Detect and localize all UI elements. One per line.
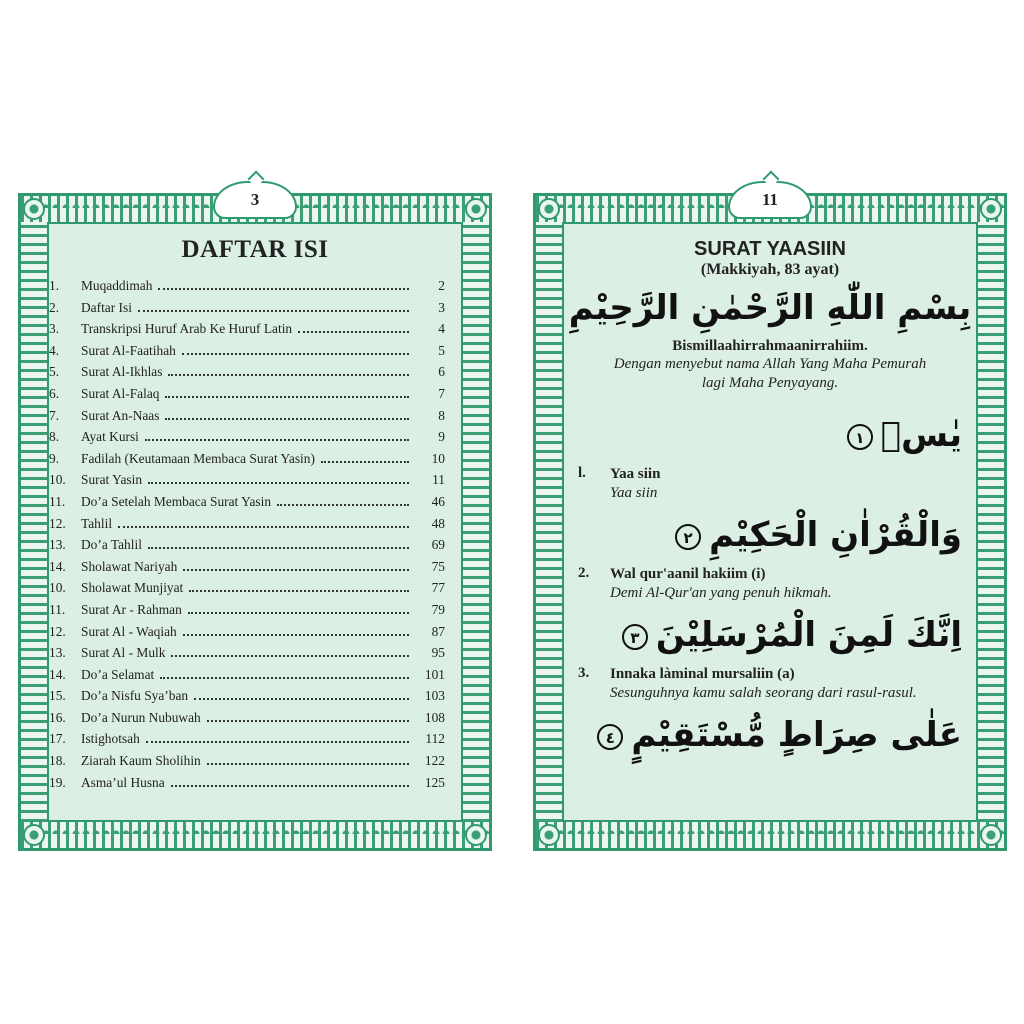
toc-dot-leader (168, 374, 409, 376)
toc-dot-leader (138, 310, 409, 312)
left-ornament-border (536, 222, 564, 822)
toc-item (49, 537, 445, 559)
ayah-number-mark: ٣ (622, 624, 648, 650)
toc-dot-leader (160, 677, 409, 679)
bottom-ornament-border (21, 820, 489, 848)
toc-item-page: 112 (425, 731, 445, 747)
toc-item-number: 3. (49, 321, 60, 337)
toc-dot-leader (146, 741, 409, 743)
toc-item-number: 2. (49, 299, 60, 315)
toc-item-page: 125 (424, 774, 445, 790)
toc-item-page: 7 (438, 385, 445, 401)
toc-item-label: Do’a Setelah Membaca Surat Yasin (81, 493, 272, 509)
toc-item-page: 6 (438, 364, 445, 380)
verse-number: 2. (578, 565, 590, 581)
corner-ornament-icon (980, 198, 1002, 220)
corner-ornament-icon (23, 198, 45, 220)
toc-item-page: 101 (424, 666, 445, 682)
toc-dot-leader (118, 526, 409, 528)
toc-item (49, 667, 445, 689)
toc-dot-leader (171, 655, 409, 657)
verse-transliteration: Yaa siin (610, 466, 661, 482)
toc-item (49, 494, 445, 516)
toc-item-number: 9. (49, 450, 60, 466)
ayah-number-mark: ٤ (597, 724, 623, 750)
left-page (18, 190, 492, 851)
toc-dot-leader (183, 634, 409, 636)
toc-item-label: Ziarah Kaum Sholihin (81, 753, 201, 769)
verse-number: l. (578, 465, 586, 481)
toc-item-number: 18. (49, 753, 66, 769)
toc-item-number: 14. (49, 558, 66, 574)
toc-item (49, 645, 445, 667)
toc-item-label: Surat Al - Waqiah (81, 623, 177, 639)
toc-dot-leader (298, 331, 409, 333)
toc-item-page: 10 (431, 450, 445, 466)
left-ornament-border (21, 222, 49, 822)
toc-item-page: 5 (438, 342, 445, 358)
toc-item-page: 9 (438, 429, 445, 445)
verse-arabic-text: اِنَّكَ لَمِنَ الْمُرْسَلِيْنَ (655, 615, 962, 655)
toc-item-page: 79 (431, 601, 445, 617)
toc-item-number: 8. (49, 429, 60, 445)
toc-dot-leader (148, 482, 409, 484)
toc-item (49, 753, 445, 775)
toc-item-number: 10. (49, 580, 66, 596)
toc-item-page: 95 (431, 645, 445, 661)
toc-item-label: Transkripsi Huruf Arab Ke Huruf Latin (81, 321, 293, 337)
toc-item-number: 6. (49, 385, 60, 401)
toc-item-page: 2 (438, 278, 445, 293)
verse-meaning: Yaa siin (610, 485, 658, 501)
toc-item-number: 16. (49, 709, 66, 725)
verse-body (610, 665, 962, 703)
verse-body (610, 465, 962, 503)
toc-item-page: 103 (424, 688, 445, 704)
toc-dot-leader (148, 547, 409, 549)
toc-item (49, 775, 445, 797)
toc-item-label: Sholawat Nariyah (81, 558, 178, 574)
toc-item-number: 12. (49, 515, 66, 531)
toc-list (49, 278, 461, 796)
toc-item (49, 278, 445, 300)
toc-item-label: Sholawat Munjiyat (81, 580, 184, 596)
surah-title: SURAT YAASIIN (694, 238, 846, 260)
toc-item-page: 8 (438, 407, 445, 423)
verse-translation (564, 565, 976, 603)
corner-ornament-icon (465, 198, 487, 220)
corner-ornament-icon (465, 824, 487, 846)
toc-dot-leader (165, 396, 409, 398)
toc-item-page: 11 (432, 472, 445, 488)
toc-item (49, 364, 445, 386)
toc-item-number: 5. (49, 364, 60, 380)
verse-arabic (564, 611, 976, 659)
toc-dot-leader (145, 439, 409, 441)
toc-item-label: Surat Al-Faatihah (81, 342, 176, 358)
ayah-number-mark: ٢ (675, 524, 701, 550)
toc-item-number: 1. (49, 278, 60, 293)
toc-item (49, 731, 445, 753)
verse-meaning: Demi Al-Qur'an yang penuh hikmah. (610, 585, 832, 601)
basmalah-transliteration: Bismillaahirrahmaanirrahiim. (672, 338, 868, 354)
bottom-ornament-border (536, 820, 1004, 848)
toc-item-label: Surat Al - Mulk (81, 645, 166, 661)
verse-transliteration: Wal qur'aanil hakiim (i) (610, 566, 766, 582)
toc-item-number: 13. (49, 645, 66, 661)
toc-item-number: 15. (49, 688, 66, 704)
verse-body (610, 565, 962, 603)
toc-item-number: 11. (49, 493, 66, 509)
verse-arabic (564, 511, 976, 559)
right-ornament-border (461, 222, 489, 822)
toc-title: DAFTAR ISI (181, 236, 329, 263)
verse-arabic-text: يٰسۤ (880, 415, 962, 455)
verse-arabic (564, 411, 976, 459)
toc-item (49, 343, 445, 365)
toc-item-page: 77 (431, 580, 445, 596)
toc-dot-leader (158, 288, 409, 290)
toc-item-number: 7. (49, 407, 60, 423)
verse-translation (564, 465, 976, 503)
toc-item-label: Tahlil (81, 515, 113, 531)
verse-translation (564, 665, 976, 703)
corner-ornament-icon (538, 198, 560, 220)
toc-item (49, 580, 445, 602)
toc-item-label: Muqaddimah (81, 278, 153, 293)
toc-item-label: Surat Ar - Rahman (81, 601, 182, 617)
toc-item-page: 3 (438, 299, 445, 315)
right-ornament-border (976, 222, 1004, 822)
toc-item-number: 13. (49, 537, 66, 553)
toc-item-label: Surat An-Naas (81, 407, 160, 423)
toc-item (49, 516, 445, 538)
verse-number: 3. (578, 665, 590, 681)
toc-dot-leader (182, 353, 409, 355)
toc-item (49, 602, 445, 624)
toc-item-label: Do’a Selamat (81, 666, 155, 682)
surah-content (564, 224, 976, 820)
surah-subtitle: (Makkiyah, 83 ayat) (700, 261, 840, 278)
toc-dot-leader (165, 418, 409, 420)
toc-item-page: 75 (431, 558, 445, 574)
corner-ornament-icon (980, 824, 1002, 846)
toc-dot-leader (194, 698, 409, 700)
toc-dot-leader (189, 590, 409, 592)
toc-item-page: 46 (431, 493, 445, 509)
verse-arabic (564, 711, 976, 759)
basmalah-meaning-line1: Dengan menyebut nama Allah Yang Maha Pemurah (613, 356, 927, 372)
toc-item-page: 108 (424, 709, 445, 725)
toc-item-label: Fadilah (Keutamaan Membaca Surat Yasin) (81, 450, 315, 466)
toc-dot-leader (207, 720, 409, 722)
verse-arabic-text: عَلٰى صِرَاطٍ مُّسْتَقِيْمٍ (631, 715, 962, 755)
toc-item-number: 17. (49, 731, 66, 747)
toc-content (49, 224, 461, 820)
corner-ornament-icon (23, 824, 45, 846)
verse-meaning: Sesunguhnya kamu salah seorang dari rasul-rasul. (610, 685, 917, 701)
toc-item-number: 4. (49, 342, 60, 358)
toc-item (49, 559, 445, 581)
toc-item-page: 4 (438, 321, 445, 337)
toc-item (49, 386, 445, 408)
toc-item-label: Surat Al-Ikhlas (81, 364, 163, 380)
toc-item-page: 122 (424, 753, 445, 769)
toc-item-page: 69 (431, 537, 445, 553)
toc-item-number: 19. (49, 774, 66, 790)
basmalah-meaning-line2: lagi Maha Penyayang. (701, 375, 839, 391)
basmalah-arabic: بِسْمِ اللّٰهِ الرَّحْمٰنِ الرَّحِيْمِ (568, 288, 972, 328)
toc-dot-leader (188, 612, 409, 614)
corner-ornament-icon (538, 824, 560, 846)
toc-item (49, 429, 445, 451)
toc-item-number: 10. (49, 472, 66, 488)
toc-dot-leader (321, 461, 409, 463)
toc-item (49, 472, 445, 494)
toc-item-label: Daftar Isi (81, 299, 132, 315)
toc-item (49, 408, 445, 430)
verse-transliteration: Innaka làminal mursaliin (a) (610, 666, 795, 682)
toc-item-number: 14. (49, 666, 66, 682)
toc-item (49, 688, 445, 710)
toc-item-page: 87 (431, 623, 445, 639)
toc-dot-leader (183, 569, 409, 571)
toc-item (49, 321, 445, 343)
toc-item (49, 624, 445, 646)
toc-item-label: Do’a Tahlil (81, 537, 142, 553)
toc-item-number: 11. (49, 601, 66, 617)
toc-item-label: Ayat Kursi (81, 429, 139, 445)
page-number: 11 (728, 181, 812, 219)
toc-item-label: Surat Al-Falaq (81, 385, 160, 401)
page-number: 3 (213, 181, 297, 219)
toc-item-label: Do’a Nisfu Sya’ban (81, 688, 189, 704)
toc-item-label: Do’a Nurun Nubuwah (81, 709, 201, 725)
toc-item (49, 710, 445, 732)
toc-item (49, 300, 445, 322)
toc-item-label: Surat Yasin (81, 472, 143, 488)
toc-item (49, 451, 445, 473)
toc-dot-leader (171, 785, 409, 787)
toc-item-label: Asma’ul Husna (81, 774, 165, 790)
toc-dot-leader (207, 763, 409, 765)
toc-item-label: Istighotsah (81, 731, 140, 747)
toc-item-number: 12. (49, 623, 66, 639)
toc-item-page: 48 (431, 515, 445, 531)
verse-list (564, 411, 976, 759)
right-page (533, 190, 1007, 851)
toc-dot-leader (277, 504, 409, 506)
ayah-number-mark: ١ (847, 424, 873, 450)
verse-arabic-text: وَالْقُرْاٰنِ الْحَكِيْمِ (709, 515, 962, 555)
